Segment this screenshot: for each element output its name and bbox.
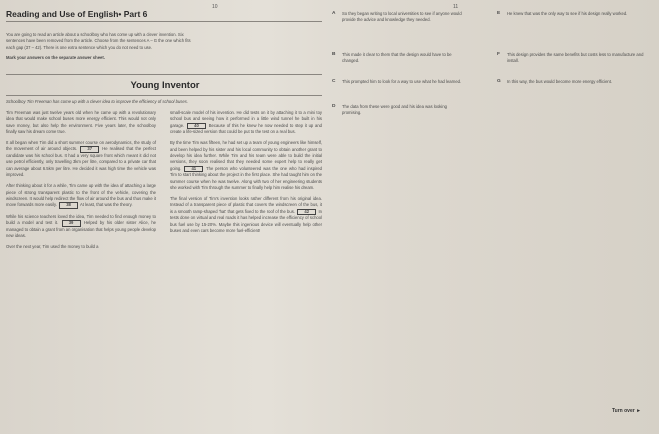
title-divider <box>6 21 322 22</box>
gap-39: 39 <box>62 220 81 227</box>
col1-paragraph-5: Over the next year, Tim used the money to build a <box>6 244 99 250</box>
option-a <box>332 11 462 24</box>
col2-paragraph-3: The final version of Tim's invention looks rather different from his original idea. Instead of a transparent piece of plastic that covers the windscreen of the bus, it is a smooth ramp-shaped 'hat' that gets fixed to the roof of the bus. 42 In tests done on virtual and real roads it has helped increase the efficiency of school bus fuel use by 15-20%. Maybe this ingenious device will eventually help other buses and even cars become more fuel-efficient! <box>170 196 323 233</box>
gap-41: 41 <box>184 166 203 173</box>
section-title: Reading and Use of English• Part 6 <box>6 9 148 19</box>
instructions-line-3: each gap (37 – 42). There is one extra sentence which you do not need to use. <box>6 44 153 50</box>
gap-42: 42 <box>297 209 316 216</box>
left-page-number: 10 <box>212 4 218 10</box>
option-c-text: This prompted him to look for a way to use what he had learned. <box>342 79 462 84</box>
option-c <box>332 79 462 85</box>
option-f-letter: F <box>497 52 500 57</box>
option-e <box>497 11 647 17</box>
col1-paragraph-3: After thinking about it for a while, Tim came up with the idea of attaching a large piece of strong transparent plastic to the front of the vehicle, covering the windscreen. It would help redirect the flow of air around the bus and thus make it move forwards more easily. 38 At least, that was the theory. <box>6 183 156 208</box>
option-b-letter: B <box>332 52 336 57</box>
instructions-mark: Mark your answers on the separate answer sheet. <box>6 54 105 60</box>
option-d <box>332 104 462 117</box>
option-a-letter: A <box>332 11 336 16</box>
option-c-letter: C <box>332 79 336 84</box>
article-title: Young Inventor <box>130 80 200 91</box>
option-f-text: This design provides the same benefits but costs less to manufacture and install. <box>507 52 644 64</box>
option-g-text: In this way, the bus would become more energy efficient. <box>507 79 613 84</box>
option-d-text: The data from these were good and his idea was looking promising. <box>342 104 447 116</box>
right-page-number: 11 <box>453 4 459 10</box>
instructions-line-1: You are going to read an article about a schoolboy who has come up with a clever invention. Six <box>6 32 184 37</box>
option-f <box>497 52 647 65</box>
instructions <box>6 32 322 61</box>
instructions-line-2: sentences have been removed from the article. Choose from the sentences A – G the one which fits <box>6 38 191 44</box>
option-a-text: So they began writing to local universities to see if anyone would provide the advice and knowledge they needed. <box>342 11 462 23</box>
option-g <box>497 79 647 85</box>
gap-37: 37 <box>80 146 99 153</box>
option-g-letter: G <box>497 79 501 84</box>
option-d-letter: D <box>332 104 336 109</box>
option-e-letter: E <box>497 11 501 16</box>
option-b <box>332 52 462 65</box>
gap-38: 38 <box>59 202 78 209</box>
option-e-text: He knew that was the only way to see if his design really worked. <box>507 11 628 16</box>
article-column-1 <box>6 110 156 256</box>
col1-paragraph-4: While his science teachers loved the idea, Tim needed to find enough money to build a model and test it. 39 Helped by his older sister Alice, he managed to obtain a grant from an organisation that helps young people develop new ideas. <box>6 213 156 238</box>
article-subtitle: Schoolboy Tim Freeman has come up with a clever idea to improve the efficiency of school buses. <box>6 99 188 104</box>
col1-paragraph-2: It all began when Tim did a short summer course on aerodynamics, the study of the movement of air around objects. 37 He realised that the perfect candidate was his school bus. It had a very square front which meant it did not use petrol efficiently, only travelling 3km per litre, compared to a private car that can average about 6.5km per litre. He decided it was high time the vehicle was improved. <box>6 140 157 177</box>
article-top-divider <box>6 74 322 75</box>
article-title-divider <box>6 95 322 96</box>
col2-paragraph-1: small-scale model of his invention. He did tests on it by attaching it to a mini toy school bus and seeing how it performed in a little wind tunnel he built in his garage. 40 Because of this he knew he now needed to step it up and create a life-sized version that could be put to the test on a real bus. <box>170 110 322 135</box>
article-column-2 <box>170 110 322 239</box>
option-b-text: This made it clear to them that the design would have to be changed. <box>342 52 452 64</box>
gap-40: 40 <box>187 123 206 130</box>
turn-over-label: Turn over ► <box>612 408 642 414</box>
col1-paragraph-1: Tim Freeman was just twelve years old when he came up with a revolutionary idea that would make school buses more energy efficient. This would not only save money, but also help the environment. Five years later, the schoolboy finally saw his dream come true. <box>6 110 156 134</box>
col2-paragraph-2: By the time Tim was fifteen, he had set up a team of young engineers like himself, and been helped by his sister and his local community to obtain another grant to develop his idea further. While Tim and his team were able to build the initial versions, they soon realised that they needed some expert help to really get going. 41 The person who volunteered was the one who had inspired Tim to start thinking about the project in the first place. She had taught him on the summer course when he was twelve. Along with two of her engineering students she worked with Tim through the summer to finally help him realise his dream. <box>170 140 323 190</box>
